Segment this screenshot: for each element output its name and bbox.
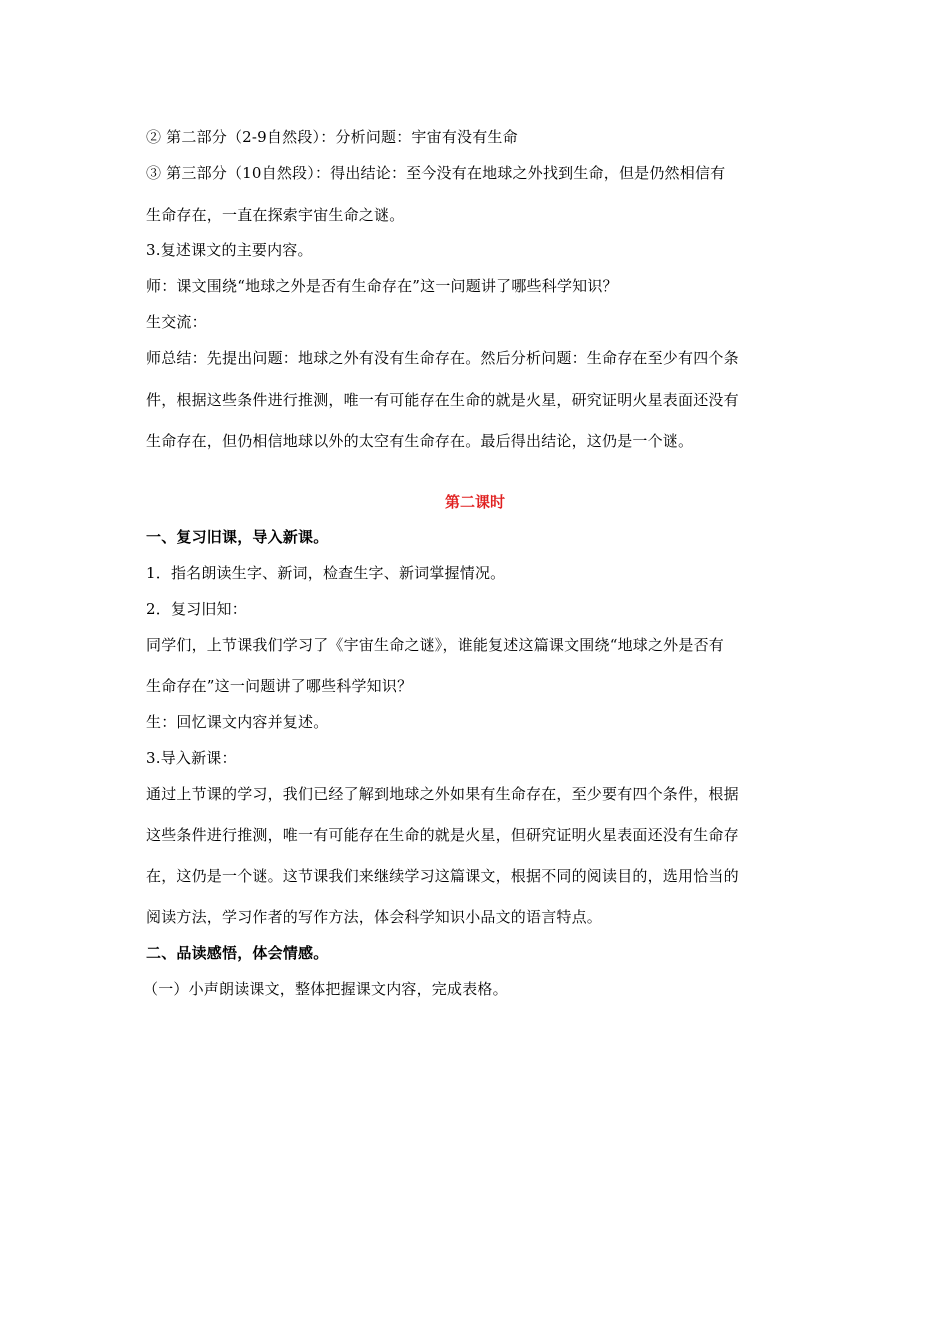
item-two-line: 2．复习旧知： bbox=[146, 600, 247, 618]
section-two-heading: 二、品读感悟，体会情感。 bbox=[146, 944, 329, 962]
part-three-line-2: 生命存在，一直在探索宇宙生命之谜。 bbox=[146, 206, 405, 224]
intro-line-4: 阅读方法，学习作者的写作方法，体会科学知识小品文的语言特点。 bbox=[146, 908, 603, 926]
sub-item-one-line: （一）小声朗读课文，整体把握课文内容，完成表格。 bbox=[143, 980, 508, 998]
intro-line-1: 通过上节课的学习，我们已经了解到地球之外如果有生命存在，至少要有四个条件，根据 bbox=[146, 785, 739, 803]
teacher-summary-line-1: 师总结：先提出问题：地球之外有没有生命存在。然后分析问题：生命存在至少有四个条 bbox=[146, 349, 739, 367]
intro-line-2: 这些条件进行推测，唯一有可能存在生命的就是火星，但研究证明火星表面还没有生命存 bbox=[146, 826, 739, 844]
part-two-line: ② 第二部分（2-9自然段）：分析问题：宇宙有没有生命 bbox=[146, 128, 518, 146]
item-one-line: 1．指名朗读生字、新词，检查生字、新词掌握情况。 bbox=[146, 564, 506, 582]
part-three-line-1: ③ 第三部分（10自然段）：得出结论：至今没有在地球之外找到生命，但是仍然相信有 bbox=[146, 164, 726, 182]
item-three-line: 3.导入新课： bbox=[146, 749, 237, 767]
review-line-2: 生命存在”这一问题讲了哪些科学知识？ bbox=[146, 677, 413, 695]
teacher-summary-line-3: 生命存在，但仍相信地球以外的太空有生命存在。最后得出结论，这仍是一个谜。 bbox=[146, 432, 694, 450]
student-answer-line: 生：回忆课文内容并复述。 bbox=[146, 713, 329, 731]
review-line-1: 同学们，上节课我们学习了《宇宙生命之谜》，谁能复述这篇课文围绕“地球之外是否有 bbox=[146, 636, 724, 654]
step-three-line: 3.复述课文的主要内容。 bbox=[146, 241, 313, 259]
teacher-summary-line-2: 件，根据这些条件进行推测，唯一有可能存在生命的就是火星，研究证明火星表面还没有 bbox=[146, 391, 739, 409]
section-one-heading: 一、复习旧课，导入新课。 bbox=[146, 528, 329, 546]
student-exchange-line: 生交流： bbox=[146, 313, 207, 331]
teacher-question-line: 师：课文围绕“地球之外是否有生命存在”这一问题讲了哪些科学知识？ bbox=[146, 277, 618, 295]
lesson-two-title: 第二课时 bbox=[444, 493, 505, 511]
intro-line-3: 在，这仍是一个谜。这节课我们来继续学习这篇课文，根据不同的阅读目的，选用恰当的 bbox=[146, 867, 739, 885]
